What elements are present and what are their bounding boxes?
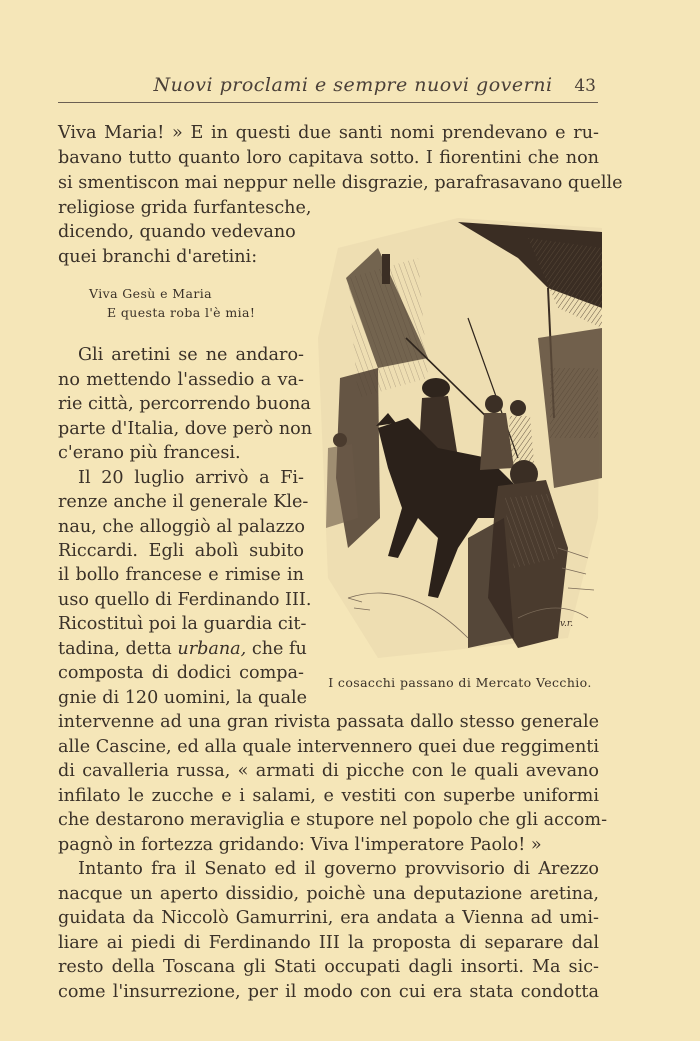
text-line: Viva Maria! » E in questi due santi nomi prendevano e ru- — [58, 123, 599, 143]
text-line: gnie di 120 uomini, la quale — [58, 688, 308, 708]
text-line: infilato le zucche e i salami, e vestiti con superbe uniformi — [58, 786, 599, 806]
text-line: pagnò in fortezza gridando: Viva l'imperatore Paolo! » — [58, 835, 542, 855]
text-line: liare ai piedi di Ferdinando III la proposta di separare dal — [58, 933, 599, 953]
text-line: intervenne ad una gran rivista passata dallo stesso generale — [58, 712, 599, 732]
text-line: come l'insurrezione, per il modo con cui era stata condotta — [58, 982, 599, 1002]
text-line: Riccardi. Egli abolì subito — [58, 541, 304, 561]
text-line: Il 20 luglio arrivò a Fi- — [78, 468, 304, 488]
text-line: nacque un aperto dissidio, poichè una deputazione aretina, — [58, 884, 599, 904]
verse-line: E questa roba l'è mia! — [107, 305, 256, 320]
text-line: renze anche il generale Kle- — [58, 492, 309, 512]
text-segment: che fu — [246, 639, 307, 659]
text-line: guidata da Niccolò Gamurrini, era andata a Vienna ad umi- — [58, 908, 599, 928]
cossacks-illustration — [318, 218, 602, 666]
text-line-urbana — [58, 637, 307, 661]
text-line: quei branchi d'aretini: — [58, 247, 258, 267]
italic-word: urbana, — [177, 639, 247, 659]
text-line: Gli aretini se ne andaro- — [78, 345, 304, 365]
text-line: alle Cascine, ed alla quale intervennero quei due reggimenti — [58, 737, 599, 757]
text-line: bavano tutto quanto loro capitava sotto. I fiorentini che non — [58, 148, 599, 168]
text-line: dicendo, quando vedevano — [58, 222, 296, 242]
text-line: Ricostituì poi la guardia cit- — [58, 614, 307, 634]
text-line: no mettendo l'assedio a va- — [58, 370, 304, 390]
text-segment: tadina, detta — [58, 639, 178, 659]
illustration-signature: v.r. — [560, 619, 574, 629]
text-line: si smentiscon mai neppur nelle disgrazie, parafrasavano quelle — [58, 173, 623, 193]
text-line: rie città, percorrendo buona — [58, 394, 311, 414]
text-line: Intanto fra il Senato ed il governo provvisorio di Arezzo — [78, 859, 599, 879]
text-line: il bollo francese e rimise in — [58, 565, 304, 585]
running-title: Nuovi proclami e sempre nuovi governi — [153, 74, 553, 96]
text-line: religiose grida furfantesche, — [58, 198, 312, 218]
text-line: parte d'Italia, dove però non — [58, 419, 313, 439]
text-line: nau, che alloggiò al palazzo — [58, 517, 305, 537]
text-line: che destarono meraviglia e stupore nel popolo che gli accom- — [58, 810, 608, 830]
illustration-caption: I cosacchi passano di Mercato Vecchio. — [328, 675, 592, 690]
text-line: uso quello di Ferdinando III. — [58, 590, 312, 610]
text-line: c'erano più francesi. — [58, 443, 241, 463]
verse-line: Viva Gesù e Maria — [89, 286, 212, 301]
page-number: 43 — [574, 76, 596, 96]
page-header — [58, 72, 598, 103]
text-line: resto della Toscana gli Stati occupati dagli insorti. Ma sic- — [58, 957, 599, 977]
text-line: di cavalleria russa, « armati di picche con le quali avevano — [58, 761, 599, 781]
text-line: composta di dodici compa- — [58, 663, 304, 683]
